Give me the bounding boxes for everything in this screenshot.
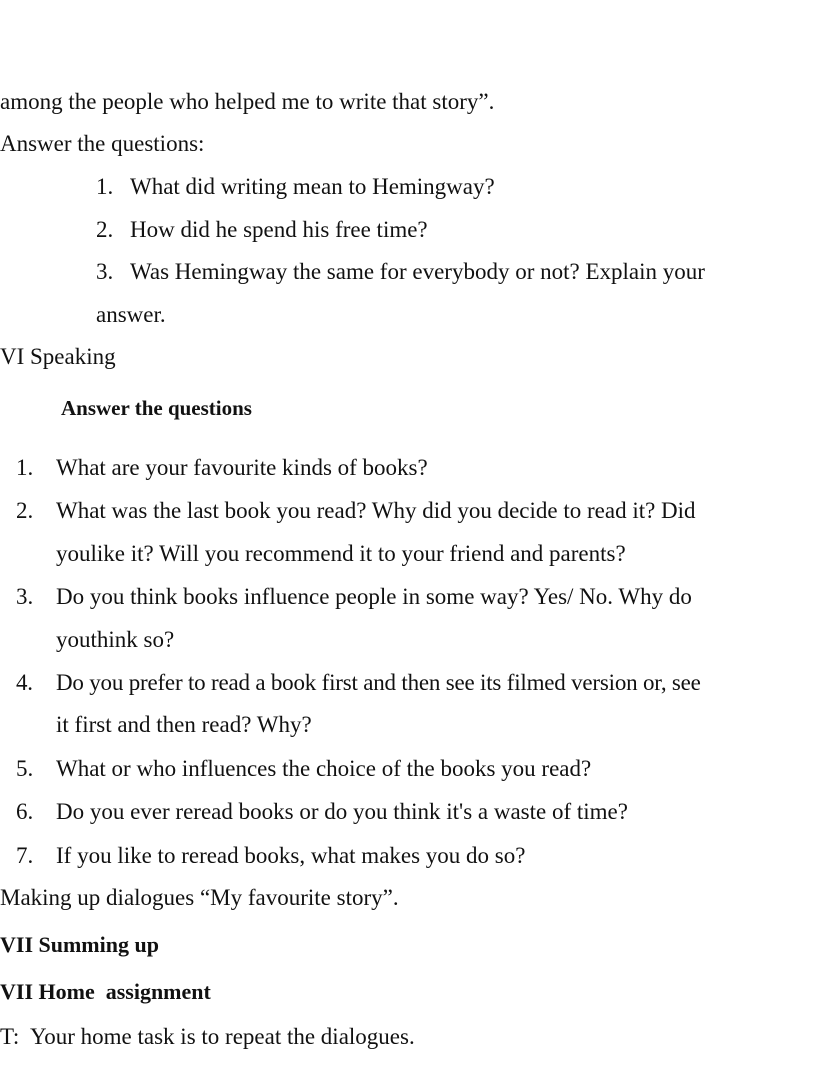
list-number: 1. [96, 174, 114, 199]
speaking-question-2 [16, 497, 696, 525]
reading-question-3-continuation: answer. [96, 302, 166, 327]
speaking-question-6 [16, 798, 628, 826]
list-number: 6. [16, 799, 34, 824]
speaking-heading: VI Speaking [0, 344, 116, 369]
question-text: What are your favourite kinds of books? [56, 455, 428, 480]
question-text: Do you prefer to read a book first and then see its filmed version or, see [56, 670, 701, 695]
list-number: 3. [96, 259, 114, 284]
home-assignment-heading: VII Home assignment [0, 979, 211, 1004]
question-text: What or who influences the choice of the books you read? [56, 756, 592, 781]
speaking-question-7 [16, 842, 525, 870]
question-text: What was the last book you read? Why did you decide to read it? Did [56, 498, 696, 523]
speaking-question-1 [16, 454, 428, 482]
reading-questions-heading: Answer the questions: [0, 131, 205, 156]
reading-question-1 [96, 173, 495, 201]
list-number: 3. [16, 584, 34, 609]
speaking-subheading: Answer the questions [61, 396, 252, 420]
question-text: What did writing mean to Hemingway? [130, 174, 495, 199]
question-text: If you like to reread books, what makes you do so? [56, 843, 526, 868]
intro-line: among the people who helped me to write that story”. [0, 89, 495, 114]
list-number: 5. [16, 756, 34, 781]
list-number: 7. [16, 843, 34, 868]
question-text: Do you think books influence people in some way? Yes/ No. Why do [56, 584, 692, 609]
dialogues-line: Making up dialogues “My favourite story”. [0, 885, 399, 910]
reading-question-2 [96, 216, 428, 244]
question-text: How did he spend his free time? [130, 217, 428, 242]
list-number: 1. [16, 455, 34, 480]
question-text: Was Hemingway the same for everybody or not? Explain your [130, 259, 705, 284]
question-text: Do you ever reread books or do you think it's a waste of time? [56, 799, 628, 824]
list-number: 2. [16, 498, 34, 523]
summing-up-heading: VII Summing up [0, 932, 159, 957]
speaking-question-4-continuation: it first and then read? Why? [56, 712, 312, 737]
list-number: 2. [96, 217, 114, 242]
reading-question-3 [96, 258, 705, 286]
teacher-line: T: Your home task is to repeat the dialogues. [0, 1024, 415, 1049]
speaking-question-4 [16, 669, 701, 697]
speaking-question-3 [16, 583, 692, 611]
speaking-question-3-continuation: youthink so? [56, 627, 175, 652]
list-number: 4. [16, 670, 33, 695]
speaking-question-2-continuation: youlike it? Will you recommend it to your friend and parents? [56, 541, 626, 566]
speaking-question-5 [16, 755, 591, 783]
